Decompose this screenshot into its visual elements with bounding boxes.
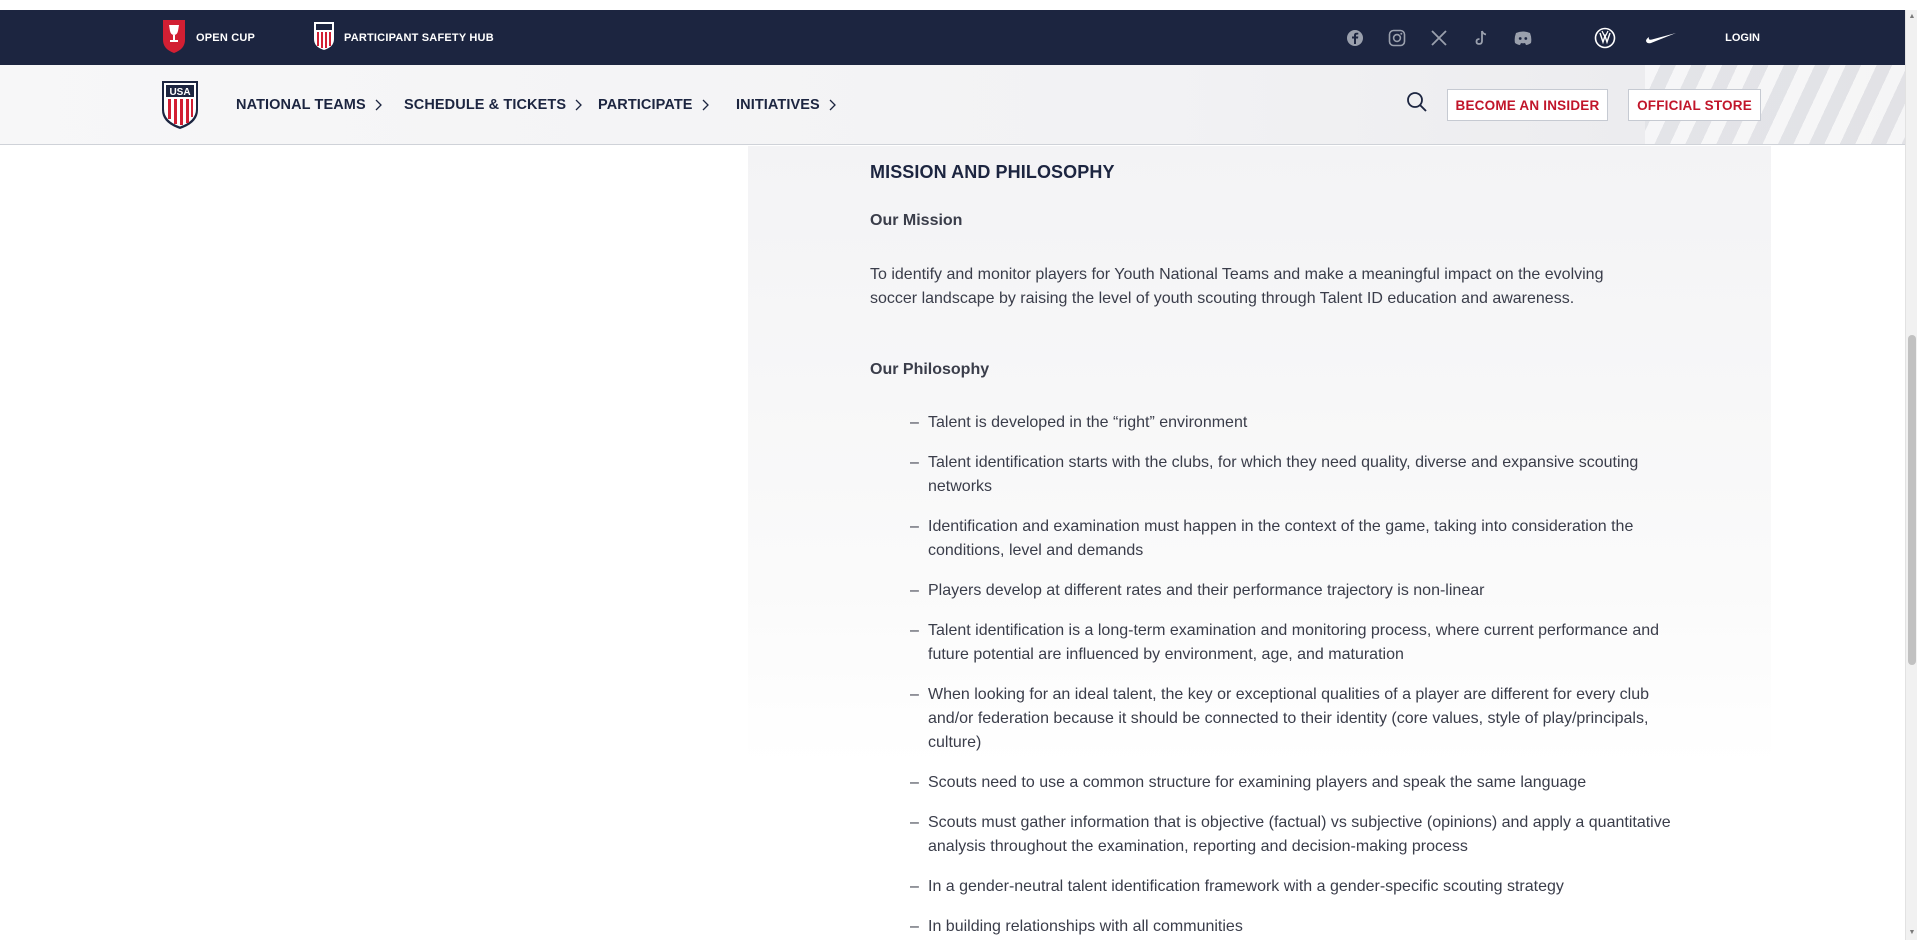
open-cup-crest-icon [161, 18, 187, 57]
social-links [1345, 10, 1555, 65]
list-item: – Players develop at different rates and their performance trajectory is non-linear [910, 582, 1485, 599]
utility-bar [0, 10, 1905, 65]
list-item: – Talent identification starts with the clubs, for which they need quality, diverse and expansive scouting networks [910, 454, 1639, 495]
x-icon[interactable] [1429, 28, 1449, 48]
chevron-right-icon [829, 99, 836, 111]
nav-national-teams-label: NATIONAL TEAMS [236, 96, 366, 113]
list-item: – Identification and examination must happen in the context of the game, taking into consideration the conditions, level and demands [910, 518, 1634, 559]
list-item: – Talent identification is a long-term examination and monitoring process, where current performance and future potential are influenced by environment, age, and maturation [910, 622, 1660, 663]
facebook-icon[interactable] [1345, 28, 1365, 48]
list-item-text: Players develop at different rates and their performance trajectory is non-linear [928, 582, 1485, 599]
chevron-right-icon [375, 99, 382, 111]
list-item-text: Talent identification starts with the clubs, for which they need quality, diverse and expansive scouting networks [928, 454, 1639, 495]
philosophy-list [910, 411, 1680, 940]
svg-text:USA: USA [169, 87, 191, 98]
open-cup-label: OPEN CUP [196, 31, 256, 44]
list-item: – In a gender-neutral talent identification framework with a gender-specific scouting strategy [910, 878, 1564, 895]
participant-safety-hub-label: PARTICIPANT SAFETY HUB [344, 31, 494, 44]
list-item-text: Scouts must gather information that is objective (factual) vs subjective (opinions) and apply a quantitative analysis throughout the examination, reporting and decision-making process [928, 814, 1671, 855]
nav-national-teams[interactable] [236, 65, 382, 144]
open-cup-link[interactable] [161, 10, 255, 65]
search-button[interactable] [1405, 92, 1429, 116]
section-title: MISSION AND PHILOSOPHY [870, 162, 1115, 182]
nav-schedule-tickets-label: SCHEDULE & TICKETS [404, 96, 567, 113]
become-insider-button[interactable]: BECOME AN INSIDER [1447, 89, 1608, 121]
usa-soccer-logo[interactable] [161, 80, 199, 135]
scroll-up-arrow-icon[interactable]: ▲ [1908, 13, 1916, 20]
list-item-text: Talent identification is a long-term examination and monitoring process, where current performance and future potential are influenced by environment, age, and maturation [928, 622, 1660, 663]
list-item: – When looking for an ideal talent, the key or exceptional qualities of a player are different for every club and/or federation because it should be connected to their identity (core values, style of play/principals, culture) [910, 686, 1650, 751]
list-item: – Talent is developed in the “right” environment [910, 414, 1248, 431]
login-link[interactable]: LOGIN [1725, 31, 1760, 44]
list-item: – Scouts must gather information that is objective (factual) vs subjective (opinions) and apply a quantitative analysis throughout the examination, reporting and decision-making process [910, 814, 1671, 855]
list-item-text: Identification and examination must happen in the context of the game, taking into consideration the conditions, level and demands [928, 518, 1634, 559]
scrollbar-thumb[interactable] [1908, 335, 1916, 665]
philosophy-heading: Our Philosophy [870, 361, 990, 378]
nav-initiatives-label: INITIATIVES [736, 96, 820, 113]
page-scrollbar[interactable] [1905, 10, 1917, 940]
list-item: – Scouts need to use a common structure for examining players and speak the same language [910, 774, 1587, 791]
usa-crest-icon [313, 21, 335, 54]
top-strip [0, 0, 1917, 10]
list-item: – In building relationships with all communities [910, 918, 1243, 935]
instagram-icon[interactable] [1387, 28, 1407, 48]
search-icon [1406, 91, 1428, 118]
list-item-text: When looking for an ideal talent, the key or exceptional qualities of a player are different for every club and/or federation because it should be connected to their identity (core values, style of play/principals, culture) [928, 686, 1650, 751]
tiktok-icon[interactable] [1471, 28, 1491, 48]
nav-initiatives[interactable] [736, 65, 836, 144]
nav-participate-label: PARTICIPATE [598, 96, 693, 113]
chevron-right-icon [702, 99, 709, 111]
list-item-text: In a gender-neutral talent identification framework with a gender-specific scouting strategy [928, 878, 1564, 895]
official-store-button[interactable]: OFFICIAL STORE [1628, 89, 1761, 121]
nike-logo[interactable] [1645, 10, 1677, 65]
list-item-text: Talent is developed in the “right” environment [928, 414, 1248, 431]
main-nav [0, 65, 1905, 145]
nav-schedule-tickets[interactable] [404, 65, 582, 144]
mission-heading: Our Mission [870, 212, 963, 229]
chevron-right-icon [575, 99, 582, 111]
nav-participate[interactable] [598, 65, 709, 144]
mission-text: To identify and monitor players for Youth National Teams and make a meaningful impact on the evolving soccer landscape by raising the level of youth scouting through Talent ID education and awareness. [870, 266, 1604, 307]
scroll-down-arrow-icon[interactable]: ▼ [1908, 929, 1916, 936]
discord-icon[interactable] [1513, 28, 1533, 48]
participant-safety-hub-link[interactable] [313, 10, 494, 65]
list-item-text: Scouts need to use a common structure for examining players and speak the same language [928, 774, 1587, 791]
volkswagen-logo[interactable] [1594, 10, 1616, 65]
list-item-text: In building relationships with all communities [928, 918, 1243, 935]
